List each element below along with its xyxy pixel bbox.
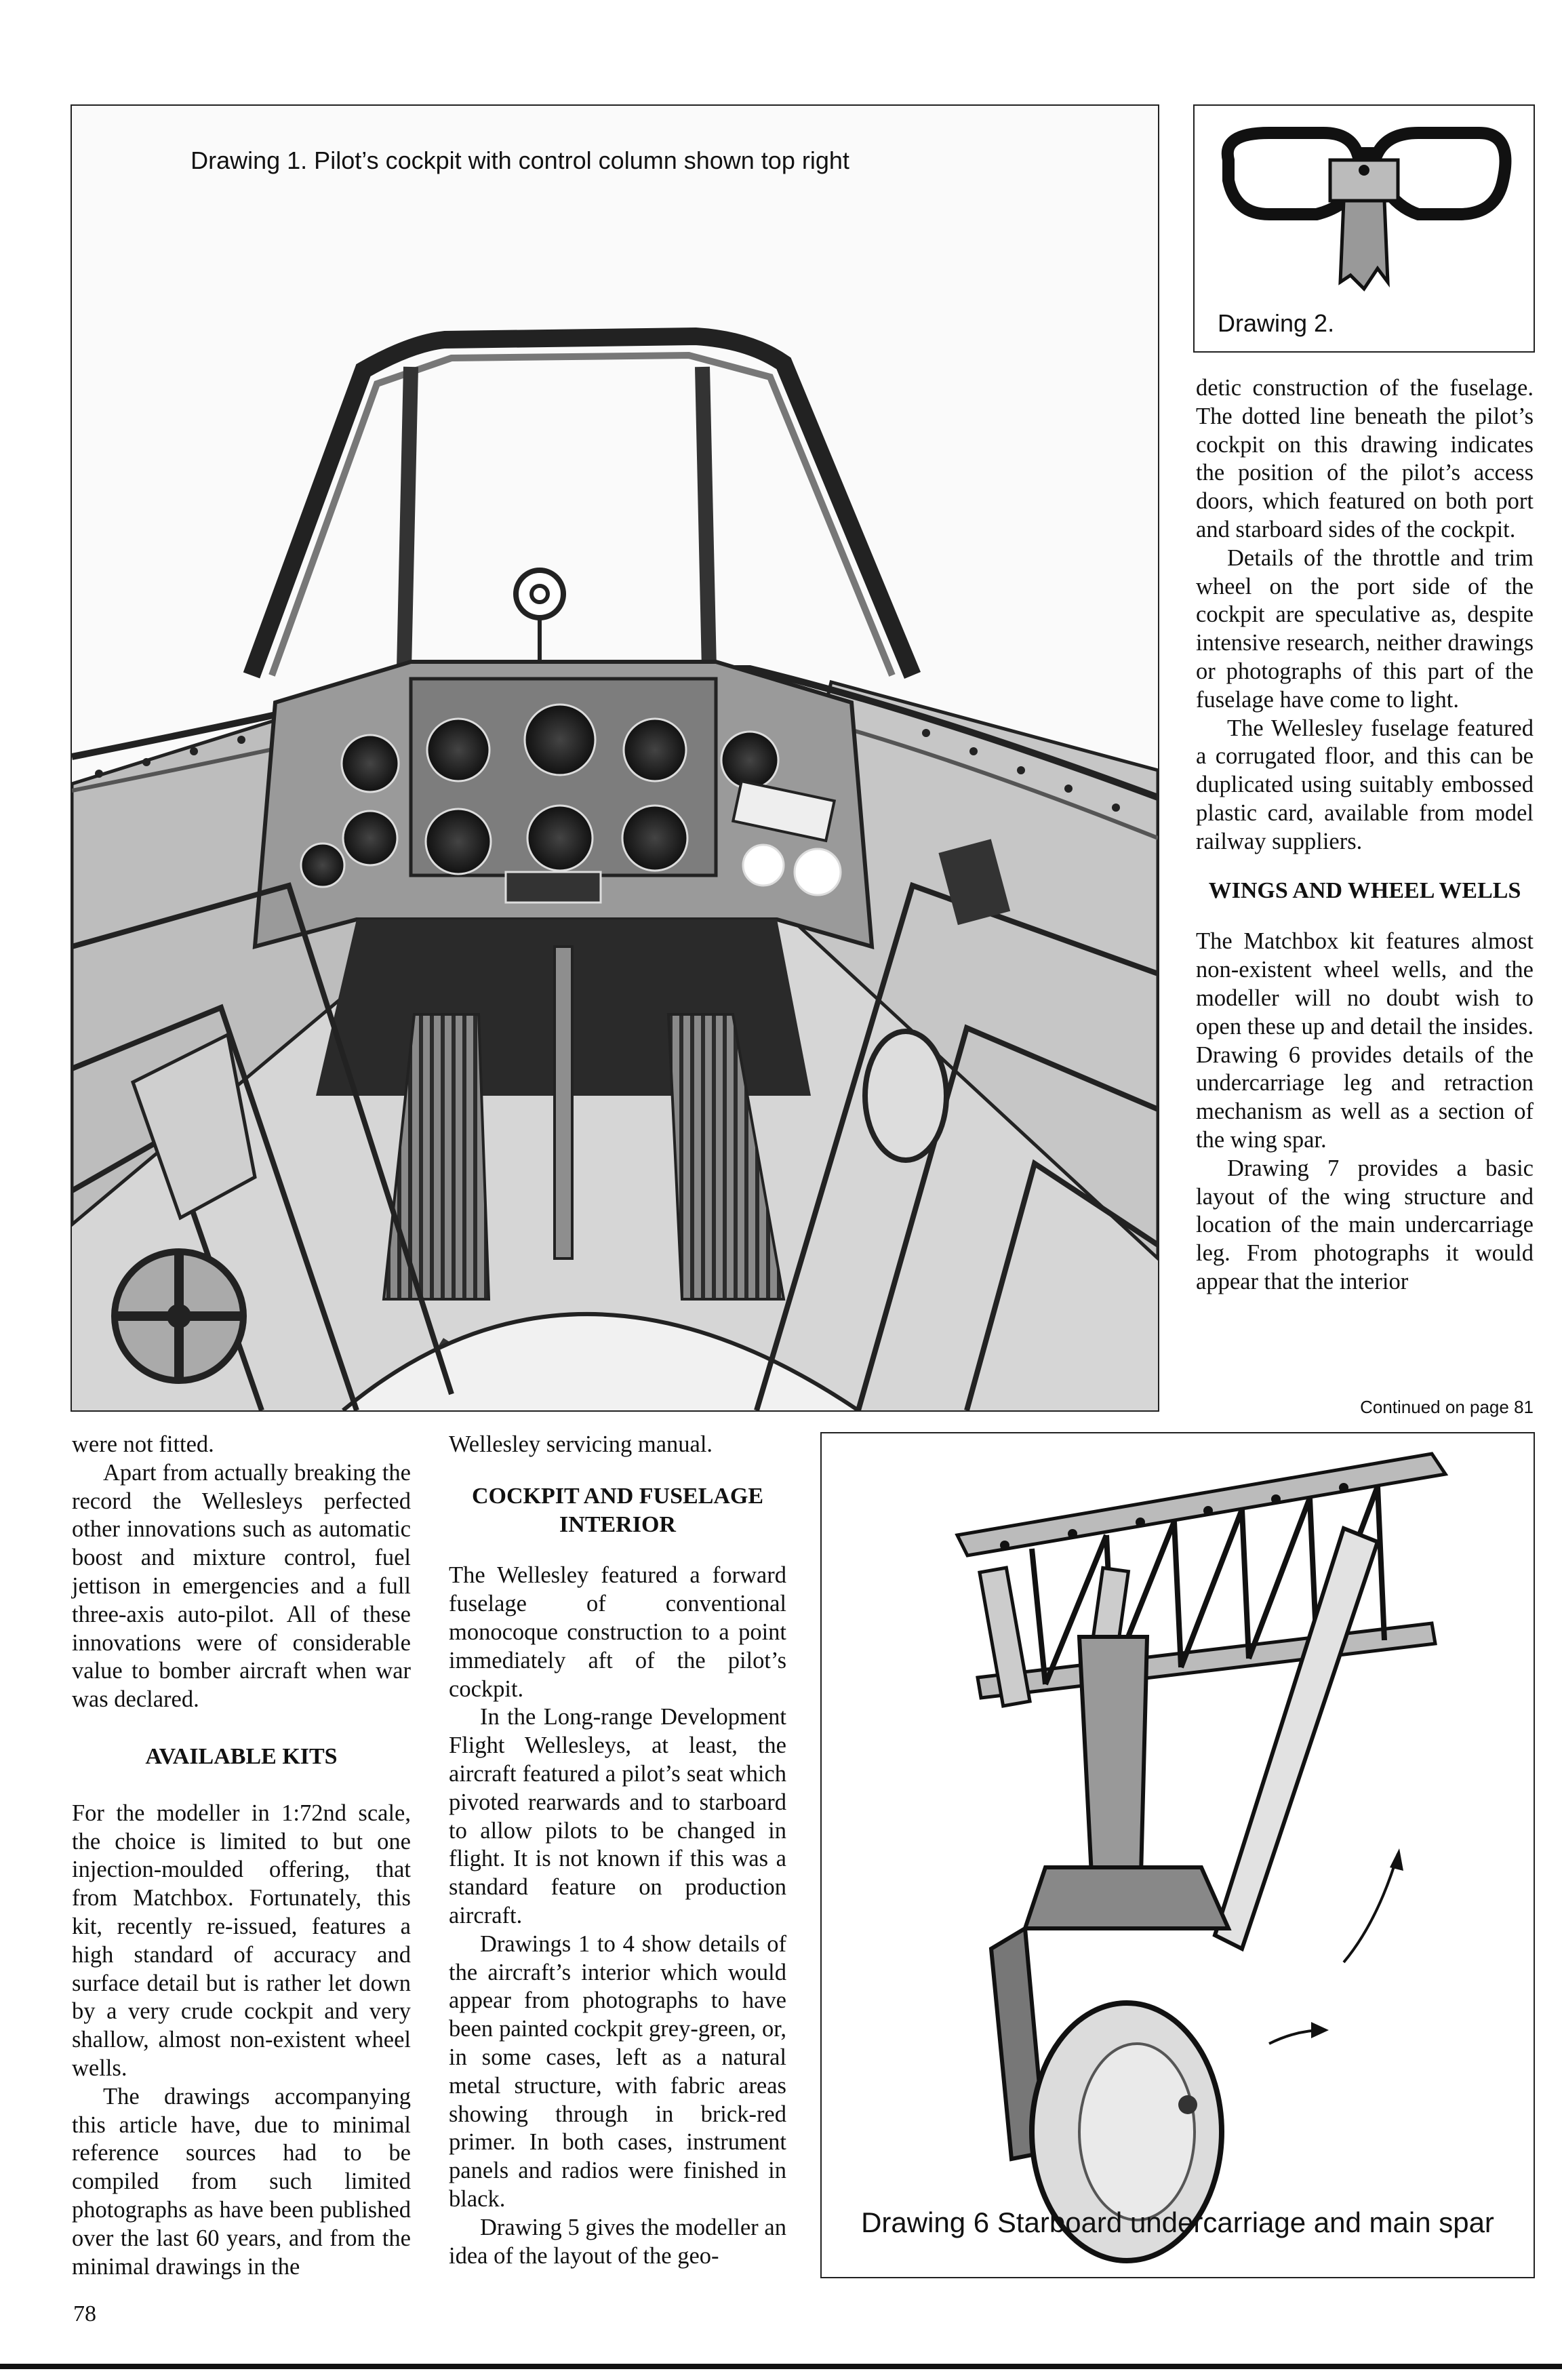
right-paragraph-1: detic construction of the fuselage. The dotted line beneath the pilot’s cockpit on this drawing indicates the position of the pilot’s access doors, which featured on both port and starboard sides of the cockpit. (1196, 375, 1534, 542)
bottom-rule (0, 2364, 1562, 2369)
middle-paragraph-4: Drawings 1 to 4 show details of the aircraft’s interior which would appear from photographs to have been painted cockpit grey-green, or, in some cases, left as a natural metal structure, with fabric areas showing through in brick-red primer. In both cases, instrument panels and radios were finished in black. (449, 1930, 786, 2212)
middle-paragraph-2: The Wellesley featured a forward fuselage of conventional monocoque construction to a point immediately aft of the pilot’s cockpit. (449, 1562, 786, 1702)
left-paragraph-2: Apart from actually breaking the record the Wellesleys perfected other innovations such as automatic boost and mixture control, fuel jettison in emergencies and a full three-axis auto-pilot. All of these innovations were of considerable value to bomber aircraft when war was declared. (72, 1459, 411, 1713)
wings-heading: WINGS AND WHEEL WELLS (1208, 877, 1521, 903)
cockpit-heading: COCKPIT AND FUSELAGE INTERIOR (471, 1483, 764, 1537)
cockpit-illustration (72, 106, 1158, 1410)
middle-text-column (449, 1431, 786, 2270)
drawing-1-figure (71, 104, 1159, 1412)
right-paragraph-3: The Wellesley fuselage featured a corrugated floor, and this can be duplicated using suitably embossed plastic card, available from model railway suppliers. (1196, 715, 1534, 854)
drawing-2-figure (1193, 104, 1535, 353)
right-paragraph-5: Drawing 7 provides a basic layout of the wing structure and location of the main undercarriage leg. From photographs it would appear that the interior (1196, 1155, 1534, 1294)
left-paragraph-1: were not fitted. (72, 1431, 214, 1457)
drawing-6-figure (820, 1432, 1535, 2278)
available-kits-heading: AVAILABLE KITS (145, 1743, 338, 1769)
middle-paragraph-1: Wellesley servicing manual. (449, 1431, 713, 1457)
right-text-column (1196, 374, 1534, 1296)
left-paragraph-3: For the modeller in 1:72nd scale, the choice is limited to but one injection-moulded offering, that from Matchbox. Fortunately, this kit, recently re-issued, features a high standard of accuracy and surface detail but is rather let down by a very crude cockpit and very shallow, almost non-existent wheel wells. (72, 1800, 411, 2081)
middle-paragraph-5: Drawing 5 gives the modeller an idea of the layout of the geo- (449, 2214, 786, 2269)
left-text-column (72, 1431, 411, 2281)
drawing-1-caption: Drawing 1. Pilot’s cockpit with control column shown top right (191, 146, 849, 174)
right-paragraph-4: The Matchbox kit features almost non-existent wheel wells, and the modeller will no doubt wish to open these up and detail the insides. Drawing 6 provides details of the undercarriage leg and retraction mechanism as well as a section of the wing spar. (1196, 928, 1534, 1153)
drawing-6-caption: Drawing 6 Starboard undercarriage and main spar (861, 2206, 1494, 2238)
middle-paragraph-3: In the Long-range Development Flight Wellesleys, at least, the aircraft featured a pilot’s seat which pivoted rearwards and to starboard to allow pilots to be changed in flight. It is not known if this was a standard feature on production aircraft. (449, 1704, 786, 1928)
continued-note: Continued on page 81 (1360, 1397, 1534, 1417)
page-number: 78 (73, 2301, 96, 2326)
drawing-2-caption: Drawing 2. (1218, 309, 1335, 337)
left-paragraph-4: The drawings accompanying this article have, due to minimal reference sources had to be compiled from such limited photographs as have been published over the last 60 years, and from the minimal drawings in the (72, 2083, 411, 2280)
undercarriage-illustration (822, 1433, 1534, 2277)
right-paragraph-2: Details of the throttle and trim wheel on the port side of the cockpit are speculative as, despite intensive research, neither drawings or photographs of this part of the fuselage have come to light. (1196, 544, 1534, 713)
